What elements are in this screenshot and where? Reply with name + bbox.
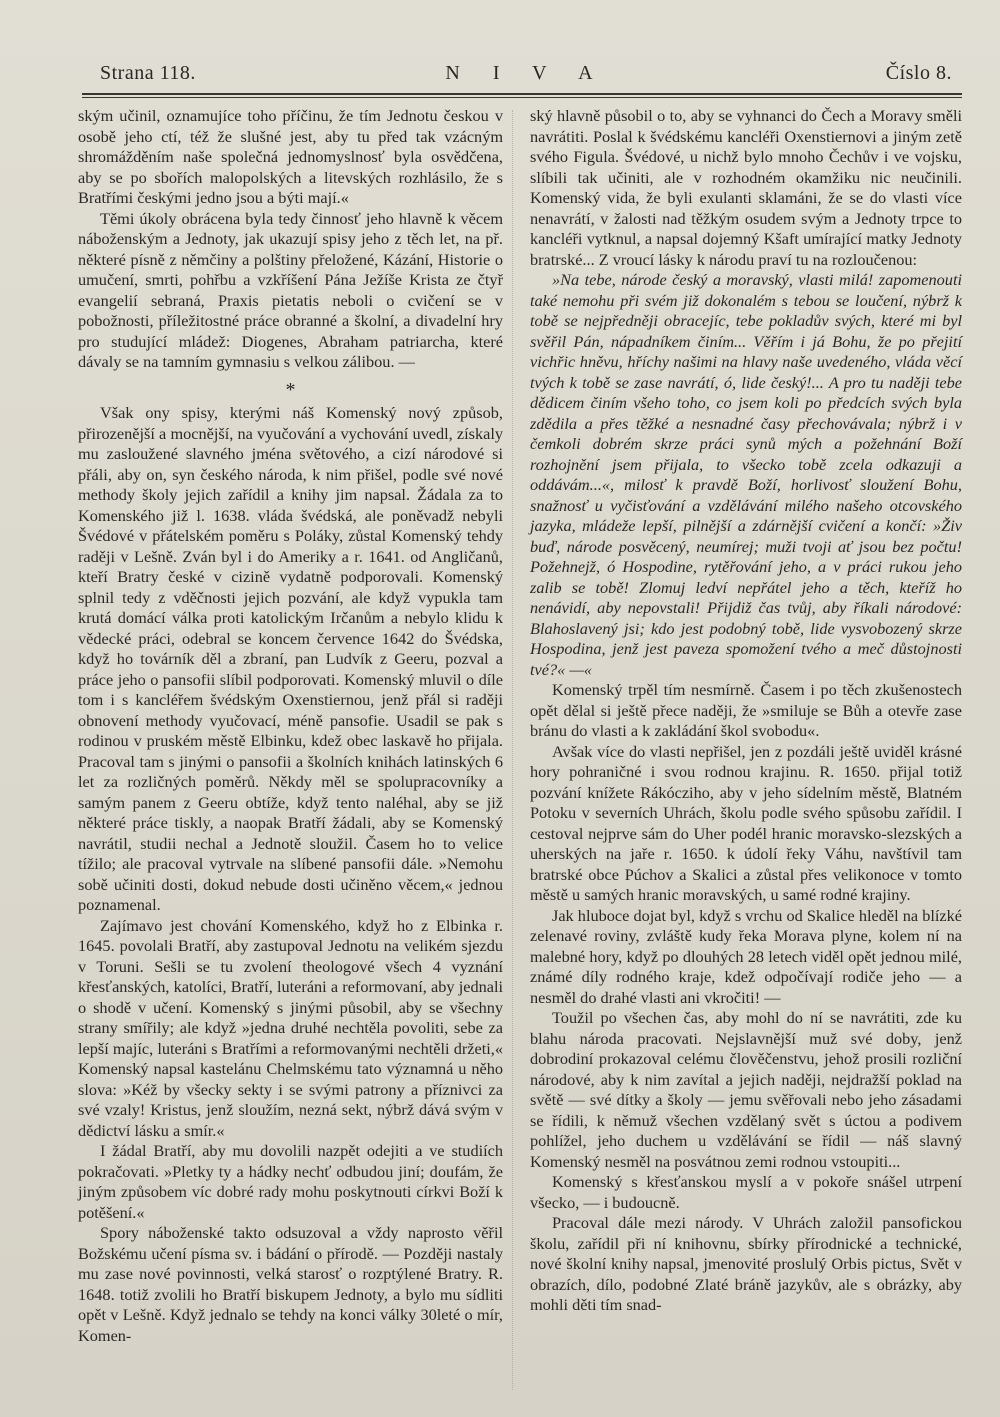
column-divider: [512, 110, 513, 1390]
publication-title: N I V A: [445, 62, 607, 84]
issue-number: Číslo 8.: [885, 62, 952, 84]
paragraph: Spory náboženské takto odsuzoval a vždy naprosto věřil Božskému učení písma sv. i bádání o přírodě. — Později nastaly mu zase nové povinnosti, velká starosť o rozptýlené Bratry. R. 1648. totiž zvolili ho Bratří biskupem Jednoty, a bylo mu sídliti opět v Lešně. Když jednalo se tehdy na konci války 30leté o mír, Komen-: [78, 1223, 503, 1345]
page-number: Strana 118.: [100, 62, 196, 84]
paragraph: I žádal Bratří, aby mu dovolili nazpět odejiti a ve studiích pokračovati. »Pletky ty a hádky nechť odbudou jiní; doufám, že jiným způsobem víc dobré rady mohu poskytnouti církvi Boží k potěšení.«: [78, 1141, 503, 1222]
paragraph: Těmi úkoly obrácena byla tedy činnosť jeho hlavně k věcem náboženským a Jednoty, jak ukazují spisy jeho z těch let, na př. některé písně z němčiny a polštiny přeložené, Kázání, Historie o umučení, smrti, pohřbu a vzkříšení Pána Ježíše Krista ze čtyř evangelií sebraná, Praxis pietatis neboli o cvičení se v pobožnosti, příležitostné práce obranné a školní, a divadelní hry pro studující mládež: Diogenes, Abraham patriarcha, které dávaly se na tamním gymnasiu s velkou zálibou. —: [78, 208, 503, 371]
paragraph: Zajímavo jest chování Komenského, když ho z Elbinka r. 1645. povolali Bratří, aby zastupoval Jednotu na velikém sjezdu v Toruni. Sešli se tu zvolení theologové všech 4 vyznání křesťanských, katolíci, Bratří, luteráni a reformovaní, aby jednali o shodě v učení. Komenský s jinými působil, aby se všechny strany smířily; ale když »jedna druhé nechtěla povoliti, sebe za lepší majíc, luteráni s Bratřími a reformovanými nechtěli držeti,« Komenský napsal kastelánu Chelmskému tato významná u něho slova: »Kéž by všecky sekty i se svými patrony a příznivci za své vzaly! Kristus, jenž sloužím, nezná sekt, nýbrž dává svým v dědictví lásku a smír.«: [78, 915, 503, 1140]
header-rule-thin: [82, 97, 962, 98]
paragraph: Toužil po všechen čas, aby mohl do ní se navrátiti, zde ku blahu národa pracovati. Nejslavnější muž své doby, jenž dobrodiní prokazoval celému člověčenstvu, jehož prosili rozliční národové, aby k nim zavítal a jejich naději, nejdražší poklad na světě — své dítky a školy — jemu svěřovali nebo jeho zásadami se řídili, k němuž všechen vzdělaný svět s úctou a podivem pohlížel, jeho duchem u vzdělávání se řídil — náš slavný Komenský nesměl na posvátnou zemi rodnou vstoupiti...: [530, 1008, 962, 1171]
paragraph: Však ony spisy, kterými náš Komenský nový způsob, přirozenější a mocnější, na vyučování a vychování uvedl, získaly mu zasloužené slavného jména světového, a cizí národové si přáli, aby on, syn českého národa, k nim přišel, podle své nové methody školy jejich zařídil a knihy jim napsal. Žádala za to Komenského již l. 1638. vláda švédská, ale poněvadž nebyli Švédové v přátelském poměru s Poláky, zůstal Komenský tehdy raději v Lešně. Zván byl i do Ameriky a r. 1641. od Angličanů, kteří Bratry české v cizině vydatně podporovali. Komenský splnil tedy z vděčnosti jejich pozvání, ale když vypukla tam krutá domácí válka proti katolickým Irčanům a nebylo klidu k vědecké práci, odebral se koncem července 1642 do Švédska, když ho továrník děl a zbraní, pan Ludvík z Geeru, pozval a práce jeho o pansofii slíbil podporovati. Komenský mluvil o díle tom i s kancléřem švédským Oxenstiernou, jenž přál si raději obnovení methody vyučovací, méně pansofie. Usadil se pak s rodinou v pruském městě Elbinku, kdež obec laskavě ho přijala. Pracoval tam s jinými o pansofii a školních knihách latinských 6 let za rozličných poměrů. Někdy měl se spolupracovníky a samým panem z Geeru obtíže, když tento naléhal, aby se již některé práce tiskly, a naopak Bratří žádali, aby se Komenský navrátil, studii nechal a Jednotě sloužil. Časem ho to velice tížilo; ale pracoval vytrvale na slíbené pansofii dále. »Nemohu sobě učiniti dosti, dokud nebude dosti učiněno věcem,« jednou poznamenal.: [78, 403, 503, 914]
header-rule-thick: [82, 93, 962, 95]
right-column: [530, 106, 962, 1316]
paragraph: Jak hluboce dojat byl, když s vrchu od Skalice hleděl na blízké zelenavé roviny, zvláště kudy řeka Morava plyne, kolem ní na malebné hory, když po dlouhých 28 letech viděl opět jednou milé, známé díly rodného kraje, kdež odpočívají rodiče jeho — a nesměl do drahé vlasti ani vkročiti! —: [530, 905, 962, 1007]
paragraph: Pracoval dále mezi národy. V Uhrách založil pansofickou školu, zařídil při ní knihovnu, sbírky přírodnické a technické, nové školní knihy napsal, jmenovité proslulý Orbis pictus, Svět v obrazích, dílo, podobné Zlaté bráně jazykův, ale s obrázky, aby mohli děti tím snad-: [530, 1213, 962, 1314]
paragraph: Avšak více do vlasti nepřišel, jen z pozdáli ještě uviděl krásné hory pohraničné i svou rodnou krajinu. R. 1650. přijal totiž pozvání knížete Rákócziho, aby v jeho sídelním městě, Blatném Potoku v severních Uhrách, školu podle svého spůsobu zařídil. I cestoval nejprve sám do Uher podél hranic moravsko-slezských a uherských na jaře r. 1650. k údolí řeky Váhu, navštívil tam bratrské obce Púchov a Skalici a zůstal přes velikonoce v tomto městě u samých hranic moravských, u samé rodné krajiny.: [530, 741, 962, 904]
paragraph: ský hlavně působil o to, aby se vyhnanci do Čech a Moravy směli navrátiti. Poslal k švédskému kancléři Oxenstiernovi a jiným zetě svého Figula. Švédové, u nichž bylo mnoho Čechův i ve vojsku, slíbili tak učiniti, ale v rozhodném okamžiku nic neučinili. Komenský vida, že byli exulanti sklamáni, že se do vlasti více nenavrátí, v žalosti nad těžkým osudem svým a Jednoty trpce to kancléři vytknul, a napsal dojemný Kšaft umírající matky Jednoty bratrské... Z vroucí lásky k národu praví tu na rozloučenou:: [530, 106, 962, 269]
paragraph: Komenský s křesťanskou myslí a v pokoře snášel utrpení všecko, — i budoucně.: [530, 1172, 962, 1212]
quoted-testament: »Na tebe, národe český a moravský, vlasti milá! zapomenouti také nemohu při svém již dokonalém s tebou se loučení, nýbrž k tobě se nejpředněji obracejíc, tebe pokladův svých, které mi byl svěřil Pán, nápadníkem činím... Věřím i já Bohu, že po přejití vichřic hněvu, hříchy našimi na hlavy naše uvedeného, vláda věcí tvých k tobě se zase navrátí, ó, lide český!... A pro tu naději tebe dědicem činím všeho toho, co jsem koli po předcích svých byla zdědila a přes těžké a nesnadné časy přechovávala; nýbrž i v čemkoli dobrém skrze práci synů mých a požehnání Boží rozhojnění jsem přijala, to všecko tobě zcela odkazuji a oddávám...«, milosť k pravdě Boží, horlivosť sloužení Bohu, snažnosť u vyčisťování a vzdělávání milého našeho otcovského jazyka, mládeže lepší, pilnější a zdárnější cvičení a končí: »Živ buď, národe posvěcený, neumírej; muži tvoji ať jsou bez počtu! Požehnejž, ó Hospodine, rytěřování jeho, a v práci rukou jeho zalib se tobě! Zlomuj ledví nepřátel jeho a těch, kteříž ho nenávidí, aby nepovstali! Přijdiž čas tvůj, aby říkali národové: Blahoslavený jsi; kdo jest podobný tobě, lide vysvobozený skrze Hospodina, jenž jest paveza spomožení tvého a meč důstojnosti tvé?« —«: [530, 270, 962, 679]
paragraph: ským učinil, oznamujíce toho příčinu, že tím Jednotu českou v osobě jeho ctí, též že slušné jest, aby tu před tak vzácným shromážděním naše společná jednomyslnosť byla osvědčena, aby se po sbořích malopolských a litevských rozhlásilo, že s Bratřími českými jedno jsou a býti mají.«: [78, 106, 503, 207]
left-column: [78, 106, 503, 1346]
section-separator: *: [285, 378, 296, 401]
paragraph: Komenský trpěl tím nesmírně. Časem i po těch zkušenostech opět dělal si ještě přece naději, že »smiluje se Bůh a otevře zase bránu do vlasti a k zakládání škol svobodu«.: [530, 680, 962, 740]
page-header: [100, 62, 952, 92]
